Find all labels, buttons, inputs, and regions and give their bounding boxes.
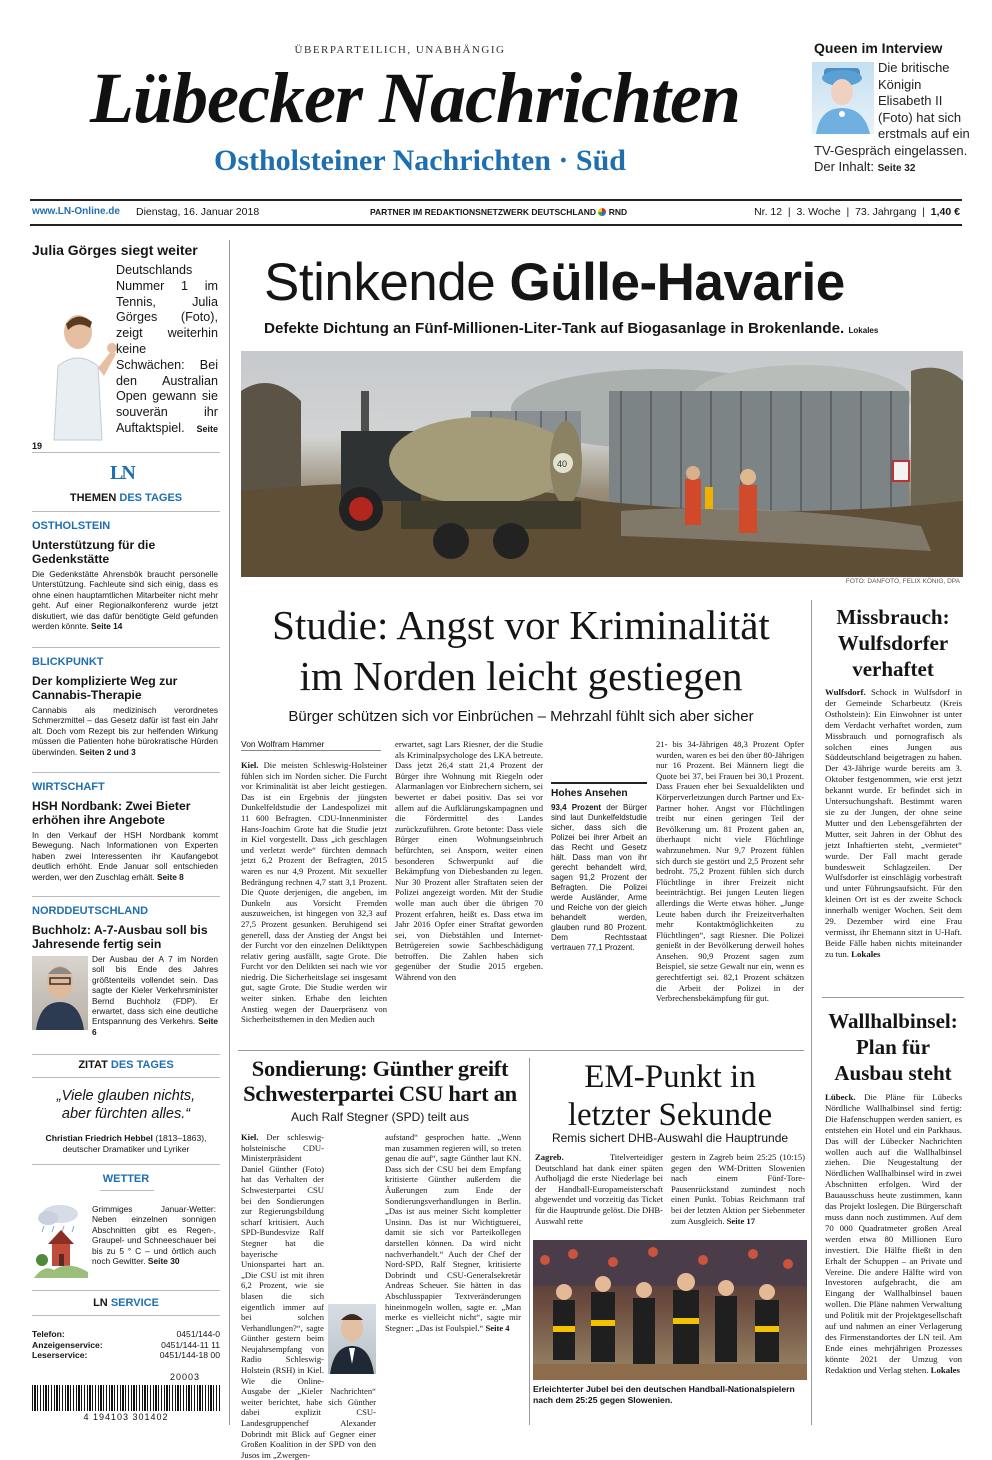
- studie-bottom-rule: [238, 1050, 804, 1051]
- partner-text: [370, 207, 627, 217]
- studie-headline-1: Studie: Angst vor Kriminalität: [272, 602, 770, 648]
- sidebar-rule-5: [32, 896, 220, 897]
- lead-photo: [241, 351, 963, 577]
- wall-body: Die Pläne für Lübecks Nördliche Wallhalbinsel sind fertig: Die Hafenschuppen werden saniert, es entstehen ein Hotel und ein Parkhaus. Das will der Lübecker Nachrichten wollen auch auf die Wallhalbinsel ziehen. Die Neugestaltung der Nördlichen Wallhalbinsel wird in zwei Abschnitten erfolgen. Wird der Bauausschuss heute zustimmen, kann das Projekt loslegen. Die Bürgerschaft muss dann noch zustimmen. Auf dem 70 000 Quadratmeter großen Areal werden etwa 80 Millionen Euro investiert. Die Hälfte fließt in den Erhalt der Schuppen – an Private und Vereine. Die andere Hälfte wird von Investoren aufgebracht, die am Eingang der Wallhalbinsel bauen wollen. Die Pläne nahmen Verwaltung und Politik mit der Projektgesellschaft auf und nahmen an einer Verlagerung des Firmenstandortes der LN teil. Am Ende eines mehrjährigen Prozesses könnte 2021 der Umzug von Redaktion und Verlag stehen.: [825, 1092, 962, 1375]
- themen-logo: LN: [110, 462, 134, 484]
- studie-headline-2: im Norden leicht gestiegen: [299, 653, 743, 699]
- wetter-body: Grimmiges Januar-Wetter: Neben einzelnen sonnigen Abschnitten gibt es Regen-, Graupel- und Schneeschauer bei bis zu 5 ° C – und örtlich auch noch Gewitter.: [92, 1204, 216, 1267]
- themen-label-a: THEMEN: [69, 492, 117, 504]
- issue-number: Nr. 12: [754, 206, 783, 218]
- sidebar-body-text: Die Gedenkstätte Ahrensbök braucht personelle Unterstützung. Fachleute sind sich einig, dass es ohne einen hauptamtlichen Mitarbeiter nicht mehr geht. Auf einer Regionalkonferenz wurde jetzt diskutiert, wie das dafür benötigte Geld gefunden werden könnte.: [32, 569, 218, 632]
- sidebar-kicker: NORDDEUTSCHLAND: [32, 905, 149, 917]
- sond-ref[interactable]: Seite 4: [485, 1322, 510, 1333]
- zitat-author-meta: (1813–1863),: [155, 1133, 207, 1143]
- sidebar-rule-9: [100, 1190, 154, 1191]
- wall-text: [825, 1092, 962, 1428]
- sond-em-divider: [529, 1058, 530, 1425]
- studie-infobox: [551, 782, 647, 952]
- miss-text: [825, 687, 962, 993]
- center-divider: [811, 600, 812, 1425]
- studie-col-4: [656, 739, 804, 1005]
- sidebar-body: [32, 705, 218, 757]
- sond-col-1: [241, 1132, 376, 1460]
- studie-col-2: [395, 739, 543, 1005]
- zitat-label-b: DES TAGES: [110, 1059, 174, 1071]
- goerges-text: [32, 263, 218, 455]
- em-photo: [533, 1240, 807, 1380]
- sidebar-rule-1: [32, 452, 220, 453]
- sidebar-title: HSH Nordbank: Zwei Bieter erhöhen ihre Angebote: [32, 799, 191, 827]
- service-value: 0451/144-0: [176, 1329, 220, 1339]
- service-key: Telefon:: [32, 1329, 65, 1339]
- sidebar-rule-10: [32, 1290, 220, 1291]
- wetter-ref[interactable]: Seite 30: [147, 1256, 180, 1267]
- issue-date: Dienstag, 16. Januar 2018: [136, 206, 260, 218]
- service-label: [32, 1297, 220, 1309]
- em-col-2: [671, 1152, 805, 1232]
- site-link[interactable]: www.LN-Online.de: [32, 206, 120, 217]
- lead-headline: [264, 252, 845, 314]
- sidebar-body: [32, 569, 218, 631]
- sidebar-rule-8: [32, 1164, 220, 1165]
- zitat-label-a: ZITAT: [78, 1059, 108, 1071]
- wall-place: Lübeck.: [825, 1092, 856, 1102]
- issue-details: Nr. 12 | 3. Woche | 73. Jahrgang | 1,40 €: [754, 206, 960, 218]
- studie-col-4-text: 21- bis 34-Jährigen 48,3 Prozent Opfer wurden, waren es bei den über 80-Jährigen nur 16 Prozent. Bei Männern liegt die Quote bei 37, bei Frauen bei 30,1 Prozent. Dass Frauen eher bei Sexualdelikten und Körperverletzungen durch Partner und Ex-Partner hoher. Angst vor Flüchtlingen treibt nur einen geringen Teil der Bevölkerung um. 81 Prozent gaben an, überhaupt nicht viele Flüchtlinge wahrzunehmen. Nur 9,7 Prozent fühlen sich durch sie gestört und 2,5 Prozent sehr bedroht. 75,2 Prozent fühlen sich durch Flüchtlinge in ihrer Freizeit nicht beeinträchtigt. Bei jungen Leuten liegen allerdings die Werte etwas höher. „Junge Leute haben durch ihr Freizeitverhalten mehr Kontaktmöglichkeiten zu Flüchtlingen“, sagt Riesner. Die Polizei genießt in der Bevölkerung derweil hohes Ansehen. 90,9 Prozent sagen zum Beispiel, sie setze Gewalt nur ein, wenn es gerechtfertigt sei. 82,1 Prozent schätzen die Arbeit der Polizei in der Verbrechensbekämpfung für gut.: [656, 739, 804, 1004]
- goerges-ref[interactable]: Seite 19: [32, 423, 218, 451]
- sidebar-title: Unterstützung für die Gedenkstätte: [32, 538, 156, 566]
- wetter-label: WETTER: [102, 1173, 150, 1185]
- sidebar-item-ostholstein[interactable]: [32, 520, 218, 631]
- service-label-a: LN: [93, 1297, 108, 1309]
- sidebar-rule-2: [32, 511, 220, 512]
- wetter-text: [92, 1204, 216, 1266]
- lead-headline-b: Gülle-Havarie: [509, 253, 845, 312]
- sond-col-1-text: Der schleswig-holsteinische CDU-Ministerpräsident Daniel Günther (Foto) hat das Verhalten der Schwesterpartei CSU bei den Sondierungen zur Regierungsbildung scharf kritisiert. Auch SPD-Bundesvize Ralf Stegner hat die bayerische Unionspartei hart an. „Die CSU ist mit ihren 6,2 Prozent, wie sie blasen die sich eigentlich immer auf bei solchen Verhandlungen?“, sagte Günther gestern beim Neujahrsempfang von Radio Schleswig-Holstein (RSH) in Kiel. Wie die Online-Ausgabe der „Kieler Nachrichten“ weiter berichtet, habe sich Günther dabei explizit CSU-Landesgruppenchef Alexander Dobrindt mit Blick auf Gegner einer Großen Koalition in der SPD von den Jusos im „Zwergen-: [241, 1132, 376, 1460]
- issue-price: 1,40 €: [930, 206, 960, 218]
- sidebar-ref[interactable]: Seiten 2 und 3: [79, 746, 136, 757]
- service-row: [32, 1350, 220, 1361]
- miss-headline: Missbrauch: Wulfsdorfer verhaftet: [836, 605, 950, 681]
- sidebar-title: Buchholz: A-7-Ausbau soll bis Jahresende fertig sein: [32, 923, 208, 951]
- sidebar-divider: [229, 240, 230, 1425]
- queen-ref[interactable]: Seite 32: [877, 163, 916, 174]
- sidebar-item-wirtschaft[interactable]: [32, 781, 218, 882]
- barcode-top-number: 20003: [170, 1372, 201, 1382]
- sidebar-kicker: WIRTSCHAFT: [32, 781, 105, 793]
- infobox-text: der Bürger sind laut Dunkelfeldstudie sicher, dass sich die Polizei bei ihrer Arbeit an das Recht und Gesetz hält. Dass man von ihr gerecht behandelt wird, sagen 91,2 Prozent der Befragten. Die Polizei werde Ausländer, Arme und Reiche von der gleich behandelt werden, glauben rund 80 Prozent. Dem Rechtsstaat vertrauen 77,1 Prozent.: [551, 803, 647, 952]
- service-key: Leserservice:: [32, 1350, 88, 1360]
- sidebar-ref[interactable]: Seite 8: [157, 871, 184, 882]
- wall-ref[interactable]: Lokales: [930, 1364, 960, 1375]
- em-place: Zagreb.: [535, 1152, 564, 1162]
- studie-byline: Von Wolfram Hammer: [241, 739, 381, 751]
- sidebar-body-text: In den Verkauf der HSH Nordbank kommt Bewegung. Nach Informationen von Experten haben zwei Interessenten ihr Kaufangebot deutlich erhöht. Ende Januar soll entschieden werden, wer den Zuschlag erhält.: [32, 830, 218, 882]
- sidebar-rule-7: [32, 1077, 220, 1078]
- sond-headline-2: Schwesterpartei CSU hart an: [243, 1081, 517, 1106]
- wall-headline: Wallhalbinsel: Plan für Ausbau steht: [828, 1009, 958, 1085]
- sidebar-kicker: OSTHOLSTEIN: [32, 520, 111, 532]
- sidebar-rule-11: [32, 1315, 220, 1316]
- service-key: Anzeigenservice:: [32, 1339, 103, 1350]
- sond-col-2-text: aufstand“ gesprochen hatte. „Wenn man zusammen regieren will, so treten genau die auf“, sagte Günther laut KN. Dass sich der CSU bei dem Empfang kritisierte Günther außerdem die Äußerungen zum Ende der Sondierungsverhandlungen in Berlin. „Das ist aus meiner Sicht kompletter Unsinn. Das ist nur Wichtigtuerei, damit sie sich vor Parteikollegen darstellen können. Da wird nicht nachverhandelt.“ Auch der Chef der Nord-SPD, Ralf Stegner, kritisierte Dobrindt und CSU-Generalsekretär Andreas Scheuer. Sie hätten in das Abschlusspapier Textveränderungen hineinmogeln wollen, sagte er. „Man merke es vielleicht nicht“, sagte mir Stegner: „Das ist Foulspiel.“: [385, 1132, 521, 1333]
- em-headline-1: EM-Punkt in: [584, 1059, 756, 1095]
- service-contacts: [32, 1329, 220, 1361]
- infobox-body: [551, 803, 647, 952]
- masthead-tagline: ÜBERPARTEILICH, UNABHÄNGIG: [294, 44, 506, 56]
- miss-ref[interactable]: Lokales: [851, 948, 881, 959]
- lead-ref[interactable]: Lokales: [848, 326, 879, 335]
- sidebar-title: Der komplizierte Weg zur Cannabis-Therapie: [32, 674, 178, 702]
- studie-headline: [238, 600, 804, 702]
- service-row: [32, 1340, 220, 1351]
- em-photo-caption: Erleichterter Jubel bei den deutschen Handball-Nationalspielern nach dem 25:25 gegen Slowenien.: [533, 1384, 795, 1405]
- sidebar-item-blickpunkt[interactable]: [32, 656, 218, 757]
- zitat-author-role: deutscher Dramatiker und Lyriker: [62, 1144, 190, 1154]
- buchholz-photo: [32, 956, 88, 1030]
- service-value: 0451/144-11 11: [161, 1339, 220, 1350]
- guenther-photo: [328, 1304, 376, 1374]
- em-col-1-text: Titelverteidiger Deutschland hat dank einer späten Aufholjagd die erste Niederlage bei der Handball-Europameisterschaft abgewendet und vorzeitig das Ticket für die Hauptrunde gelöst. Die DHB-Auswahl rette: [535, 1152, 663, 1226]
- studie-col-1-text: Die meisten Schleswig-Holsteiner fühlen sich im Norden sicher. Die Furcht vor Kriminalität ist aber leicht gestiegen. Das ist ein Ergebnis der jüngsten Dunkelfeldstudie der Landespolizei mit 11 600 Befragten. CDU-Innenminister Hans-Joachim Grote hat die Studie jetzt in Kiel vorgestellt. Dass „ich geschlagen und verletzt werde“ fürchten demnach jetzt 6,2 Prozent der Befragten, 2015 waren es nur 4,9 Prozent. Mit sexueller Bedrängung rechnen 4,7 statt 3,1 Prozent. Die Quote derjenigen, die angeben, im Dunkeln aus Vorsicht Fremden auszuweichen, ist hingegen von 32,3 auf 27,5 Prozent gesunken. Beruhigend sei generell, dass der Anstieg der Angst bei der Furcht vor den einzelnen Delikttypen relativ gering ausfällt, sagte Grote. Die Furcht vor den Delikten sei nach wie vor niedrig. Die Sicherheitslage sei insgesamt gut, sagte Grote. Die Studie werden wir weiter sinken. Erhabe den leichten Anstieg wegen der Dauerpräsenz von Sicherheitsthemen in den Medien auch: [241, 760, 388, 1025]
- sond-col-2: [385, 1132, 521, 1424]
- sidebar-kicker: BLICKPUNKT: [32, 656, 104, 668]
- em-headline-2: letzter Sekunde: [567, 1097, 773, 1133]
- barcode: [32, 1385, 220, 1411]
- sond-headline-1: Sondierung: Günther greift: [251, 1056, 509, 1081]
- infobar-bottom-rule: [30, 224, 962, 226]
- queen-heading: Queen im Interview: [814, 40, 943, 56]
- sidebar-body-text: Cannabis als medizinisch verordnetes Schmerzmittel – das Gesetz dafür ist fast ein Jahr alt. Doch vom Rezept bis zur helfenden Wirkung müssen die Patienten hohe bürokratische Hürden überwinden.: [32, 705, 218, 757]
- sond-headline: [238, 1056, 522, 1106]
- themen-label-b: DES TAGES: [119, 492, 183, 504]
- em-col-1: [535, 1152, 663, 1232]
- service-value: 0451/144-18 00: [159, 1350, 220, 1360]
- issue-volume: 73. Jahrgang: [855, 206, 917, 218]
- sidebar-body-text: Der Ausbau der A 7 im Norden soll bis Ende des Jahres größtenteils vollendet sein. Das sagte der Kieler Verkehrsminister Bernd Buchholz (FDP). Er erwartet, dass sich eine deutliche Entspannung des Verkehrs.: [92, 954, 218, 1027]
- lead-subtitle-text: Defekte Dichtung an Fünf-Millionen-Liter-Tank auf Biogasanlage in Brokenlande.: [264, 320, 845, 337]
- infobox-title: Hohes Ansehen: [551, 788, 628, 799]
- sidebar-ref[interactable]: Seite 14: [91, 621, 123, 632]
- tank-number: 40: [557, 459, 568, 469]
- em-headline: [532, 1058, 808, 1134]
- goerges-body: Deutschlands Nummer 1 im Tennis, Julia Görges (Foto), zeigt weiterhin keine Schwächen: Bei den Australian Open gewann sie souverän ihr Auftaktspiel.: [116, 263, 218, 435]
- themen-label: [32, 492, 220, 504]
- rnd-logo-icon: [598, 208, 606, 216]
- zitat-author-block: [32, 1133, 220, 1155]
- miss-body: Schock in Wulfsdorf in der Gemeinde Scharbeutz (Kreis Ostholstein): Ein Einwohner ist unter dem Verdacht verhaftet worden, zum Missbrauch und pornografisch als solchen eines Jungen aus Süddeutschland beigetragen zu haben. Der 43-Jährige wurde bereits am 3. Oktober festgenommen, wie erst jetzt bekannt wurde. Er befindet sich in Untersuchungshaft. Bestimmt waren sie zu der Jungen, der ohne seine Mutter und den Lebensgefährten der Mutter, seit Jahren in der Obhut des jetzt Inhaftierten steht, „vermietet“ wurde. Der Fall macht gerade bundesweit Schlagzeilen. Der Wulfsdorfer ist einschlägig vorbestraft und unter Führungsaufsicht. Für den kleinen Ort ist es der zweite Schock innerhalb weniger Wochen. Seit dem 29. Dezember wird eine Frau vermisst, ihr Ehemann sitzt in U-Haft. Beide Fälle haben nichts miteinander zu tun.: [825, 687, 962, 959]
- partner-label: PARTNER IM REDAKTIONSNETZWERK DEUTSCHLAND: [370, 207, 597, 217]
- zitat-label: [32, 1059, 220, 1071]
- studie-place: Kiel.: [241, 760, 259, 770]
- studie-col-2-text: erwartet, sagt Lars Riesner, der die Studie als Kriminalpsychologe des LKA betreute. Dass jetzt 26,4 statt 21,4 Prozent der Bürger ihre Wohnung mit Riegeln oder Alarmanlagen vor Einbrechern sichern, sei bewertet er dabei positiv. Das sei vor allem auf die Aufklärungskampagnen und die Fördermittel des Landes zurückzuführen. Grote betonte: Dass viele Bürger einen Wohnungseinbruch befürchten, sei Ansporn, weiter einen besonderen Schwerpunkt auf die Bekämpfung von Diebesbanden zu legen. Nur 30 Prozent aller Straftaten seien der Polizei angezeigt worden. Mit der Studie wolle man auch über die übrigen 70 Prozent erfahren, heißt es. Dass etwa im Jahr 2016 Opfer einer Straftat geworden sei, von Diebstählen und Internet-Betrügereien sowie Sachbeschädigung betroffen. Die Zahlen haben sich gegenüber der Studie 2015 ergeben. Während von den: [395, 739, 543, 983]
- sidebar-rule-3: [32, 647, 220, 648]
- zitat-quote: „Viele glauben nichts, aber fürchten alles.“: [56, 1088, 196, 1122]
- barcode-number: 4 194103 301402: [83, 1412, 169, 1422]
- masthead-title: Lübecker Nachrichten: [90, 58, 740, 138]
- infobox-lead: 93,4 Prozent: [551, 803, 602, 812]
- em-col-2-text: gestern in Zagreb beim 25:25 (10:15) gegen den WM-Dritten Slowenien nach einem Fünf-Tore-Pausenrückstand zumindest noch einen Punkt. Tobias Reichmann traf bei der letzten Aktion per Siebenmeter zum Ausgleich.: [671, 1152, 805, 1226]
- sidebar-rule-4: [32, 772, 220, 773]
- weather-illustration: [34, 1200, 88, 1278]
- masthead-subtitle: Ostholsteiner Nachrichten · Süd: [214, 144, 626, 177]
- partner-logo: RND: [608, 207, 628, 217]
- zitat-author: Christian Friedrich Hebbel: [45, 1133, 153, 1143]
- issue-week: 3. Woche: [796, 206, 841, 218]
- miss-place: Wulfsdorf.: [825, 687, 866, 697]
- goerges-heading: Julia Görges siegt weiter: [32, 242, 198, 258]
- queen-text: [814, 60, 976, 178]
- sidebar-body: [32, 954, 218, 1037]
- sidebar-ref[interactable]: Seite 6: [92, 1016, 219, 1037]
- sidebar-rule-6: [32, 1054, 220, 1055]
- infobar-top-rule: [30, 199, 962, 201]
- sidebar-body: [32, 830, 218, 882]
- studie-subtitle: Bürger schützen sich vor Einbrüchen – Mehrzahl fühlt sich aber sicher: [288, 708, 754, 725]
- em-ref[interactable]: Seite 17: [726, 1215, 756, 1226]
- sond-subtitle: Auch Ralf Stegner (SPD) teilt aus: [290, 1110, 470, 1124]
- queen-body: Die britische Königin Elisabeth II (Foto) hat sich erstmals auf ein TV-Gespräch eingelassen. Der Inhalt:: [814, 60, 970, 174]
- lead-subtitle: [264, 320, 964, 337]
- right-col-rule: [822, 997, 964, 998]
- sond-place: Kiel.: [241, 1132, 259, 1142]
- studie-col-1: [241, 760, 388, 1025]
- lead-photo-credit: FOTO: DANFOTO, FELIX KÖNIG, DPA: [845, 578, 960, 585]
- em-subtitle: Remis sichert DHB-Auswahl die Hauptrunde: [551, 1131, 789, 1145]
- service-row: [32, 1329, 220, 1340]
- lead-headline-a: Stinkende: [264, 253, 496, 312]
- sidebar-item-norddeutschland[interactable]: [32, 905, 218, 1037]
- service-label-b: SERVICE: [110, 1297, 159, 1309]
